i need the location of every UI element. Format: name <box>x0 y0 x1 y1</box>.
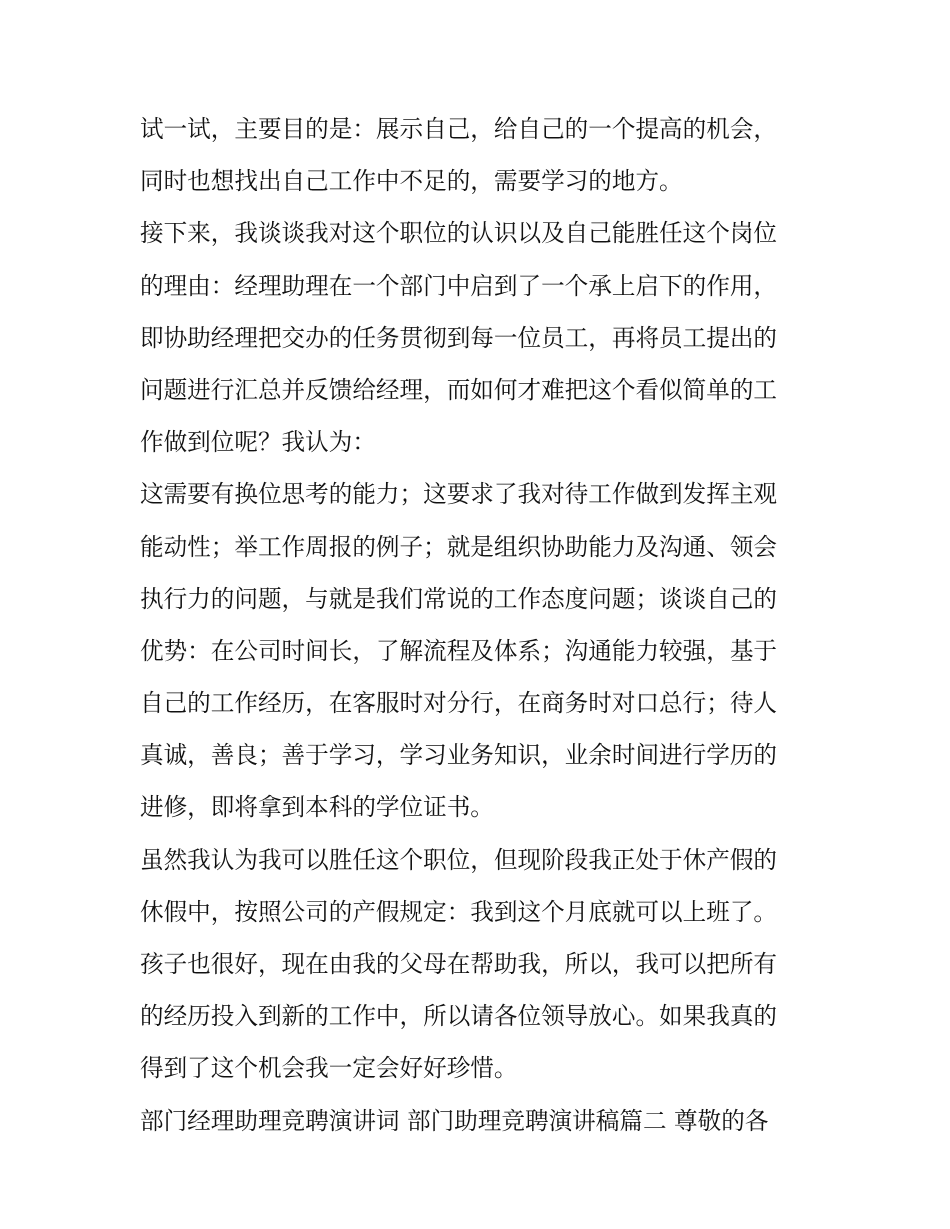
text-line: 自己的工作经历，在客服时对分行，在商务时对口总行；待人 <box>140 689 778 718</box>
text-line: 同时也想找出自己工作中不足的，需要学习的地方。 <box>140 167 683 196</box>
text-line: 进修，即将拿到本科的学位证书。 <box>140 793 494 822</box>
document-body <box>140 103 812 1147</box>
text-line: 问题进行汇总并反馈给经理，而如何才难把这个看似简单的工 <box>140 375 778 404</box>
text-line: 虽然我认为我可以胜任这个职位，但现阶段我正处于休产假的 <box>140 845 778 874</box>
text-line: 真诚，善良；善于学习，学习业务知识，业余时间进行学历的 <box>140 741 778 770</box>
text-line: 这需要有换位思考的能力；这要求了我对待工作做到发挥主观 <box>140 480 778 509</box>
text-line: 执行力的问题，与就是我们常说的工作态度问题；谈谈自己的 <box>140 584 778 613</box>
text-line: 得到了这个机会我一定会好好珍惜。 <box>140 1054 518 1083</box>
text-line: 作做到位呢？我认为： <box>140 428 376 457</box>
text-line: 接下来，我谈谈我对这个职位的认识以及自己能胜任这个岗位 <box>140 219 778 248</box>
text-line: 即协助经理把交办的任务贯彻到每一位员工，再将员工提出的 <box>140 323 778 352</box>
text-line: 的经历投入到新的工作中，所以请各位领导放心。如果我真的 <box>140 1002 778 1031</box>
text-line: 试一试，主要目的是：展示自己，给自己的一个提高的机会， <box>140 115 778 143</box>
text-line: 部门经理助理竞聘演讲词 部门助理竞聘演讲稿篇二 尊敬的各 <box>140 1106 769 1135</box>
text-line: 能动性；举工作周报的例子；就是组织协助能力及沟通、领会 <box>140 532 778 561</box>
text-line: 优势：在公司时间长，了解流程及体系；沟通能力较强，基于 <box>140 636 778 665</box>
text-line: 休假中，按照公司的产假规定：我到这个月底就可以上班了。 <box>140 897 778 926</box>
text-line: 孩子也很好，现在由我的父母在帮助我，所以，我可以把所有 <box>140 950 778 978</box>
text-line: 的理由：经理助理在一个部门中启到了一个承上启下的作用， <box>140 271 778 300</box>
